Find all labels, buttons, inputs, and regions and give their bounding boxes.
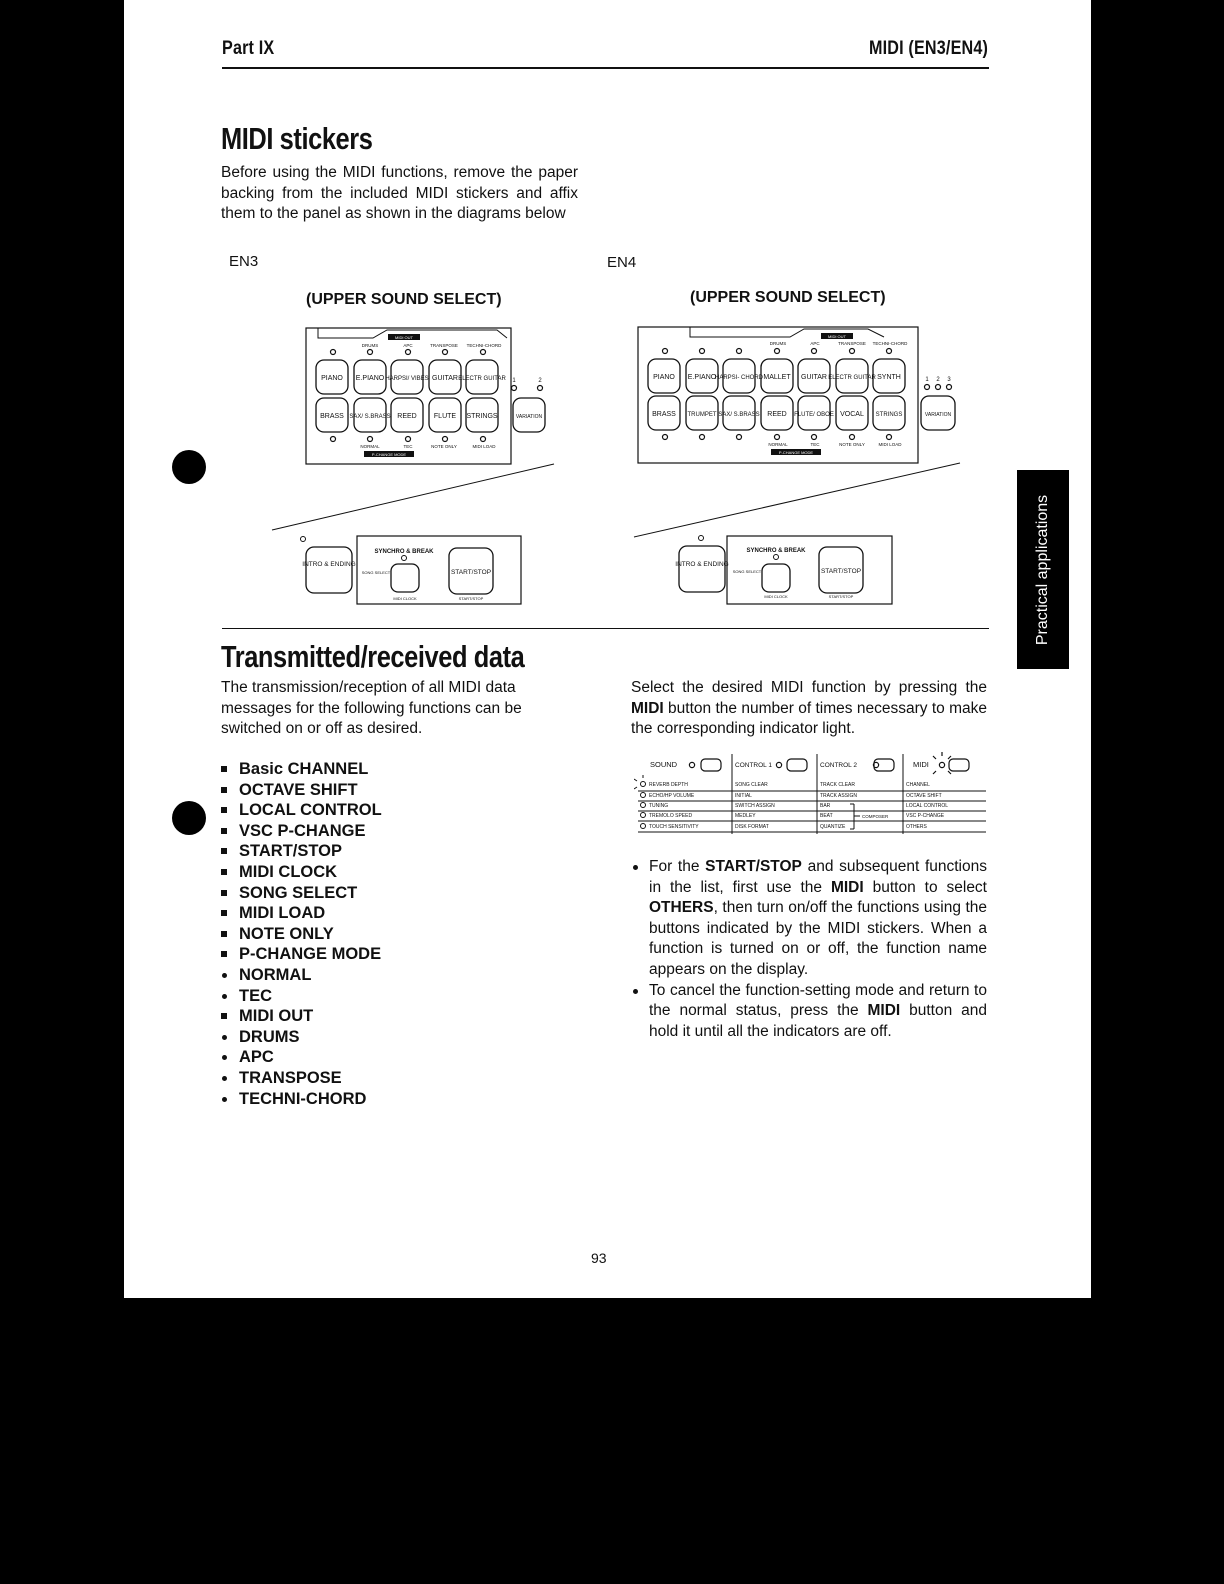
transmitted-title: Transmitted/received data <box>221 639 525 674</box>
select-midi: MIDI <box>631 699 664 717</box>
en4-btn-label: FLUTE/ OBOE <box>794 412 834 418</box>
en3-btn-label: PIANO <box>321 375 343 382</box>
select-text-a: Select the desired MIDI function by pressing the <box>631 679 987 696</box>
list-item: DRUMS <box>221 1027 382 1048</box>
en3-btn-label: REED <box>397 413 417 420</box>
en4-btn-label: MALLET <box>763 374 791 381</box>
table-cell: MEDLEY <box>735 813 756 819</box>
en3-song-select-label: SONG SELECT <box>361 570 391 575</box>
en4-sticker-bottom-text: P-CHANGE MODE <box>778 450 814 455</box>
en3-caption: (UPPER SOUND SELECT) <box>306 291 502 308</box>
table-cell: BEAT <box>820 813 833 819</box>
en4-start-stop-small: START/STOP <box>828 594 854 599</box>
en3-sticker-bottom-text: P-CHANGE MODE <box>371 452 407 457</box>
en3-intro-label: INTRO & ENDING <box>302 561 356 568</box>
en3-bottom-label: NORMAL <box>360 444 380 449</box>
list-item: SONG SELECT <box>221 883 382 904</box>
en4-bottom-label: NORMAL <box>768 442 788 447</box>
en3-btn-label: STRINGS <box>466 413 498 420</box>
en4-bottom-label: NOTE ONLY <box>839 442 865 447</box>
table-composer: COMPOSER <box>862 814 889 819</box>
table-cell: INITIAL <box>735 793 752 799</box>
en3-start-stop-label: START/STOP <box>450 569 492 576</box>
list-item: TEC <box>221 986 382 1007</box>
header-rule <box>222 67 989 69</box>
table-cell: OTHERS <box>906 824 927 830</box>
list-item: Basic CHANNEL <box>221 759 382 780</box>
table-header: CONTROL 1 <box>735 762 772 769</box>
en4-top-label: TECHNI-CHORD <box>872 341 908 346</box>
list-item: MIDI CLOCK <box>221 862 382 883</box>
midi-function-table <box>634 750 990 840</box>
side-tab-label: Practical applications <box>1034 494 1051 645</box>
page-number: 93 <box>591 1250 607 1266</box>
en4-synchro-label: SYNCHRO & BREAK <box>746 548 806 554</box>
en3-num: 1 <box>512 378 516 384</box>
table-cell: TUNING <box>649 803 669 809</box>
midi-stickers-intro: Before using the MIDI functions, remove the paper backing from the included MIDI stickers and affix them to the panel as shown in the diagrams below <box>221 164 578 223</box>
en4-btn-label: SAX/ S.BRASS <box>718 412 760 418</box>
en3-btn-label: VARIATION <box>515 414 543 420</box>
en4-btn-label: PIANO <box>653 374 675 381</box>
en3-btn-label: E.PIANO <box>355 375 385 382</box>
en3-btn-label: BRASS <box>320 413 344 420</box>
en4-top-label: APC <box>810 341 820 346</box>
table-cell: TOUCH SENSITIVITY <box>649 824 699 830</box>
table-cell: TRACK CLEAR <box>820 782 856 788</box>
header-part: Part IX <box>222 38 275 59</box>
binder-hole <box>172 801 206 835</box>
list-item: START/STOP <box>221 841 382 862</box>
section-rule <box>222 628 989 629</box>
notes-list <box>631 857 987 1042</box>
en3-sticker-top-text: MIDI OUT <box>395 335 413 340</box>
en3-bottom-label: MIDI LOAD <box>472 444 496 449</box>
en4-sticker-top-text: MIDI OUT <box>828 334 846 339</box>
list-item: VSC P-CHANGE <box>221 821 382 842</box>
table-cell: TREMOLO SPEED <box>649 813 693 819</box>
en4-caption: (UPPER SOUND SELECT) <box>690 289 886 306</box>
side-tab[interactable] <box>1017 470 1069 669</box>
en4-top-label: DRUMS <box>769 341 787 346</box>
en4-panel-diagram <box>628 322 964 612</box>
en3-synchro-label: SYNCHRO & BREAK <box>374 549 434 555</box>
en4-song-select-label: SONG SELECT <box>732 569 762 574</box>
en3-top-label: APC <box>403 343 413 348</box>
list-item: MIDI OUT <box>221 1006 382 1027</box>
en3-bottom-label: TEC <box>403 444 413 449</box>
en4-label: EN4 <box>607 254 637 271</box>
en3-bottom-label: NOTE ONLY <box>431 444 457 449</box>
binder-hole <box>172 450 206 484</box>
table-header: MIDI <box>913 760 929 769</box>
list-item: P-CHANGE MODE <box>221 944 382 965</box>
table-cell: VSC P-CHANGE <box>906 813 945 819</box>
transmitted-intro: The transmission/reception of all MIDI data messages for the following functions can be switched on or off as desired. <box>221 679 522 738</box>
en3-btn-label: FLUTE <box>433 413 457 420</box>
table-cell: BAR <box>820 803 831 809</box>
table-cell: SWITCH ASSIGN <box>735 803 775 809</box>
en3-top-label: TECHNI-CHORD <box>466 343 502 348</box>
en3-top-label: DRUMS <box>361 343 379 348</box>
table-cell: REVERB DEPTH <box>649 782 688 788</box>
en4-bottom-label: TEC <box>810 442 820 447</box>
en4-bottom-label: MIDI LOAD <box>878 442 902 447</box>
en4-btn-label: BRASS <box>652 411 676 418</box>
header-section: MIDI (EN3/EN4) <box>868 38 988 59</box>
en4-btn-label: REED <box>767 411 787 418</box>
en4-btn-label: VARIATION <box>924 412 952 418</box>
en4-btn-label: STRINGS <box>875 412 903 418</box>
en4-num: 1 <box>925 377 929 383</box>
en3-start-stop-small: START/STOP <box>458 596 484 601</box>
en4-intro-label: INTRO & ENDING <box>675 561 729 568</box>
en3-btn-intro <box>306 547 352 593</box>
en3-label: EN3 <box>229 253 259 270</box>
en4-btn-intro <box>679 546 725 592</box>
list-item: TRANSPOSE <box>221 1068 382 1089</box>
table-header: CONTROL 2 <box>820 762 857 769</box>
en4-btn-label: TRUMPET <box>687 412 717 418</box>
en3-panel-diagram <box>258 322 558 612</box>
list-item: TECHNI-CHORD <box>221 1089 382 1110</box>
table-cell: QUANTIZE <box>820 824 846 830</box>
list-item: MIDI LOAD <box>221 903 382 924</box>
list-item: NOTE ONLY <box>221 924 382 945</box>
table-cell: OCTAVE SHIFT <box>906 793 942 799</box>
en4-btn-label: SYNTH <box>877 374 901 381</box>
en4-num: 2 <box>936 377 940 383</box>
midi-stickers-title: MIDI stickers <box>221 121 373 156</box>
en4-btn-label: ELECTR GUITAR <box>828 375 876 381</box>
en4-midi-clock-label: MIDI CLOCK <box>764 594 788 599</box>
en3-btn-label: GUITAR <box>432 375 458 382</box>
select-instruction <box>631 678 987 740</box>
function-list <box>221 759 382 1109</box>
table-cell: SONG CLEAR <box>735 782 768 788</box>
note-item: For the START/STOP and subsequent functions in the list, first use the MIDI button to select OTHERS, then turn on/off the functions using the buttons indicated by the MIDI stickers. When a function is turned on or off, the function name appears on the display. <box>631 857 987 981</box>
select-text-b: button the number of times necessary to make the corresponding indicator light. <box>631 699 987 738</box>
table-cell: TRACK ASSIGN <box>820 793 857 799</box>
table-cell: ECHO/HP VOLUME <box>649 793 695 799</box>
en4-btn-label: HARPSI- CHORD <box>714 375 764 381</box>
table-header: SOUND <box>650 760 678 769</box>
table-cell: CHANNEL <box>906 782 930 788</box>
en4-btn-synchro <box>762 564 790 592</box>
en4-start-stop-label: START/STOP <box>820 568 862 575</box>
en4-num: 3 <box>947 377 951 383</box>
en3-btn-label: ELECTR GUITAR <box>458 376 506 382</box>
list-item: LOCAL CONTROL <box>221 800 382 821</box>
table-cell: LOCAL CONTROL <box>906 803 949 809</box>
en3-top-label: TRANSPOSE <box>430 343 458 348</box>
en3-btn-label: SAX/ S.BRASS <box>349 414 391 420</box>
en4-btn-label: E.PIANO <box>687 374 717 381</box>
en4-btn-label: GUITAR <box>801 374 827 381</box>
en4-btn-label: VOCAL <box>840 411 864 418</box>
table-cell: DISK FORMAT <box>735 824 769 830</box>
list-item: APC <box>221 1047 382 1068</box>
en3-num: 2 <box>538 378 542 384</box>
en3-btn-synchro <box>391 564 419 592</box>
note-item: To cancel the function-setting mode and return to the normal status, press the MIDI button and hold it until all the indicators are off. <box>631 981 987 1043</box>
en3-midi-clock-label: MIDI CLOCK <box>393 596 417 601</box>
list-item: NORMAL <box>221 965 382 986</box>
en3-btn-label: HARPSI/ VIBES <box>385 376 429 382</box>
en4-top-label: TRANSPOSE <box>838 341 866 346</box>
list-item: OCTAVE SHIFT <box>221 780 382 801</box>
